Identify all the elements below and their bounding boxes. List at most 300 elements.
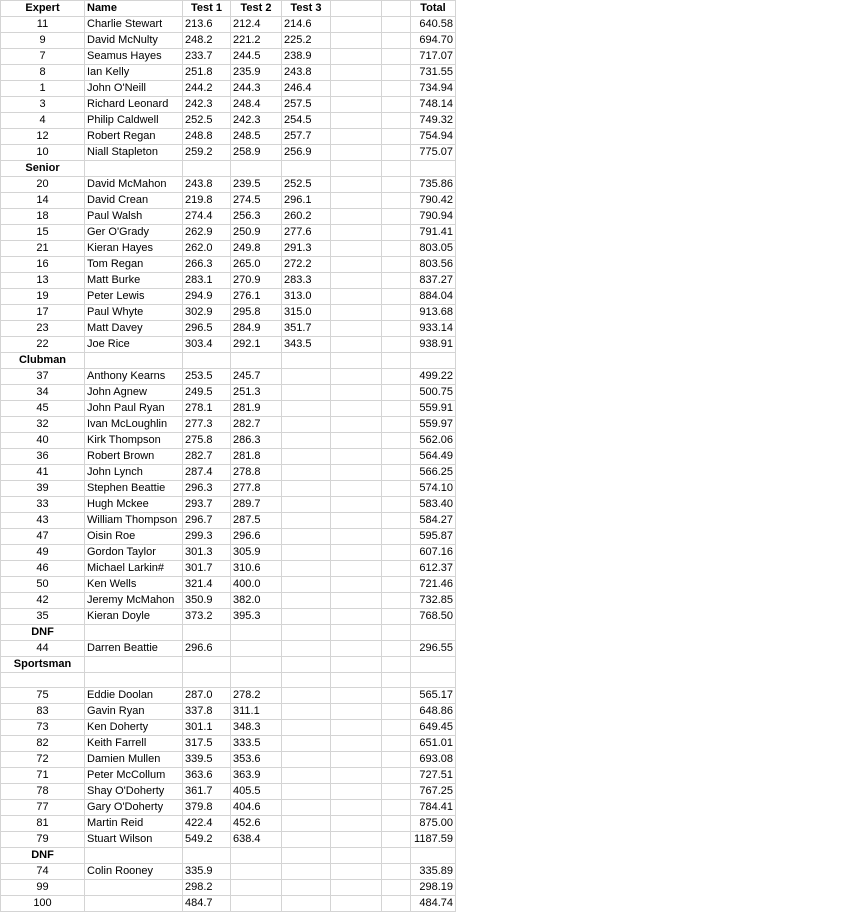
rider-name[interactable]: David McMahon	[85, 177, 183, 193]
rider-number[interactable]: 15	[1, 225, 85, 241]
test1-score[interactable]: 335.9	[183, 864, 231, 880]
rider-name[interactable]: Anthony Kearns	[85, 369, 183, 385]
test2-score[interactable]: 244.3	[231, 81, 282, 97]
empty-cell[interactable]	[331, 225, 382, 241]
rider-number[interactable]: 35	[1, 609, 85, 625]
empty-cell[interactable]	[331, 257, 382, 273]
test3-score[interactable]	[282, 449, 331, 465]
empty-cell[interactable]	[331, 113, 382, 129]
empty-cell[interactable]	[331, 97, 382, 113]
header-test1[interactable]: Test 1	[183, 1, 231, 17]
test3-score[interactable]: 351.7	[282, 321, 331, 337]
test1-score[interactable]: 299.3	[183, 529, 231, 545]
rider-number[interactable]: 33	[1, 497, 85, 513]
test2-score[interactable]: 292.1	[231, 337, 282, 353]
empty-cell[interactable]	[382, 177, 411, 193]
rider-number[interactable]: 81	[1, 816, 85, 832]
empty-cell[interactable]	[382, 209, 411, 225]
test1-score[interactable]: 244.2	[183, 81, 231, 97]
rider-name[interactable]: Martin Reid	[85, 816, 183, 832]
empty-cell[interactable]	[331, 81, 382, 97]
test1-score[interactable]: 274.4	[183, 209, 231, 225]
empty-cell[interactable]	[331, 449, 382, 465]
test3-score[interactable]	[282, 481, 331, 497]
test3-score[interactable]: 315.0	[282, 305, 331, 321]
total-score[interactable]: 727.51	[411, 768, 456, 784]
empty-cell[interactable]	[411, 353, 456, 369]
test3-score[interactable]: 256.9	[282, 145, 331, 161]
empty-cell[interactable]	[411, 625, 456, 641]
empty-cell[interactable]	[331, 465, 382, 481]
rider-name[interactable]: Michael Larkin#	[85, 561, 183, 577]
empty-cell[interactable]	[382, 481, 411, 497]
empty-cell[interactable]	[382, 257, 411, 273]
total-score[interactable]: 565.17	[411, 688, 456, 704]
rider-number[interactable]: 12	[1, 129, 85, 145]
empty-cell[interactable]	[331, 593, 382, 609]
rider-number[interactable]: 22	[1, 337, 85, 353]
empty-cell[interactable]	[331, 864, 382, 880]
empty-cell[interactable]	[331, 752, 382, 768]
empty-cell[interactable]	[382, 752, 411, 768]
header-test3[interactable]: Test 3	[282, 1, 331, 17]
test1-score[interactable]: 301.1	[183, 720, 231, 736]
test1-score[interactable]: 262.9	[183, 225, 231, 241]
test1-score[interactable]: 296.5	[183, 321, 231, 337]
header-name[interactable]: Name	[85, 1, 183, 17]
test1-score[interactable]: 253.5	[183, 369, 231, 385]
rider-name[interactable]: John O'Neill	[85, 81, 183, 97]
empty-cell[interactable]	[331, 768, 382, 784]
rider-name[interactable]: Gary O'Doherty	[85, 800, 183, 816]
empty-cell[interactable]	[331, 816, 382, 832]
empty-cell[interactable]	[331, 609, 382, 625]
total-score[interactable]: 335.89	[411, 864, 456, 880]
test3-score[interactable]	[282, 816, 331, 832]
total-score[interactable]: 775.07	[411, 145, 456, 161]
rider-name[interactable]: Eddie Doolan	[85, 688, 183, 704]
empty-cell[interactable]	[382, 449, 411, 465]
total-score[interactable]: 296.55	[411, 641, 456, 657]
empty-cell[interactable]	[382, 768, 411, 784]
rider-name[interactable]: Shay O'Doherty	[85, 784, 183, 800]
section-label[interactable]: Clubman	[1, 353, 85, 369]
rider-number[interactable]: 11	[1, 17, 85, 33]
rider-name[interactable]: Hugh Mckee	[85, 497, 183, 513]
test3-score[interactable]: 277.6	[282, 225, 331, 241]
test3-score[interactable]	[282, 641, 331, 657]
total-score[interactable]: 500.75	[411, 385, 456, 401]
rider-number[interactable]: 1	[1, 81, 85, 97]
empty-cell[interactable]	[331, 641, 382, 657]
empty-cell[interactable]	[382, 321, 411, 337]
test3-score[interactable]	[282, 369, 331, 385]
rider-name[interactable]: Keith Farrell	[85, 736, 183, 752]
rider-name[interactable]: Matt Burke	[85, 273, 183, 289]
empty-cell[interactable]	[382, 33, 411, 49]
test3-score[interactable]: 243.8	[282, 65, 331, 81]
empty-cell[interactable]	[331, 784, 382, 800]
test3-score[interactable]	[282, 609, 331, 625]
rider-number[interactable]: 20	[1, 177, 85, 193]
empty-cell[interactable]	[331, 17, 382, 33]
empty-cell[interactable]	[231, 848, 282, 864]
test1-score[interactable]: 242.3	[183, 97, 231, 113]
rider-number[interactable]: 39	[1, 481, 85, 497]
rider-name[interactable]: John Lynch	[85, 465, 183, 481]
empty-cell[interactable]	[411, 657, 456, 673]
empty-cell[interactable]	[382, 225, 411, 241]
header-expert[interactable]: Expert	[1, 1, 85, 17]
empty-cell[interactable]	[331, 704, 382, 720]
rider-number[interactable]: 10	[1, 145, 85, 161]
empty-cell[interactable]	[85, 657, 183, 673]
empty-cell[interactable]	[331, 497, 382, 513]
rider-name[interactable]: Peter McCollum	[85, 768, 183, 784]
empty-cell[interactable]	[331, 385, 382, 401]
empty-cell[interactable]	[85, 161, 183, 177]
total-score[interactable]: 784.41	[411, 800, 456, 816]
test2-score[interactable]: 353.6	[231, 752, 282, 768]
total-score[interactable]: 559.91	[411, 401, 456, 417]
rider-name[interactable]: Richard Leonard	[85, 97, 183, 113]
empty-cell[interactable]	[331, 273, 382, 289]
rider-name[interactable]: Robert Regan	[85, 129, 183, 145]
test2-score[interactable]	[231, 641, 282, 657]
total-score[interactable]: 584.27	[411, 513, 456, 529]
empty-cell[interactable]	[382, 385, 411, 401]
rider-number[interactable]: 100	[1, 896, 85, 912]
empty-cell[interactable]	[331, 65, 382, 81]
empty-cell[interactable]	[183, 657, 231, 673]
total-score[interactable]: 607.16	[411, 545, 456, 561]
test3-score[interactable]	[282, 688, 331, 704]
empty-cell[interactable]	[331, 33, 382, 49]
rider-name[interactable]: Ivan McLoughlin	[85, 417, 183, 433]
empty-cell[interactable]	[382, 129, 411, 145]
total-score[interactable]: 499.22	[411, 369, 456, 385]
test2-score[interactable]: 400.0	[231, 577, 282, 593]
test2-score[interactable]: 405.5	[231, 784, 282, 800]
rider-name[interactable]: Charlie Stewart	[85, 17, 183, 33]
test2-score[interactable]: 281.8	[231, 449, 282, 465]
total-score[interactable]: 1187.59	[411, 832, 456, 848]
total-score[interactable]: 640.58	[411, 17, 456, 33]
empty-cell[interactable]	[382, 353, 411, 369]
test2-score[interactable]: 251.3	[231, 385, 282, 401]
total-score[interactable]: 566.25	[411, 465, 456, 481]
test3-score[interactable]: 252.5	[282, 177, 331, 193]
rider-name[interactable]: Darren Beattie	[85, 641, 183, 657]
total-score[interactable]: 648.86	[411, 704, 456, 720]
test1-score[interactable]: 275.8	[183, 433, 231, 449]
empty-cell[interactable]	[331, 513, 382, 529]
rider-name[interactable]: Niall Stapleton	[85, 145, 183, 161]
rider-name[interactable]: Ken Doherty	[85, 720, 183, 736]
total-score[interactable]: 875.00	[411, 816, 456, 832]
test2-score[interactable]: 244.5	[231, 49, 282, 65]
empty-cell[interactable]	[382, 896, 411, 912]
rider-name[interactable]: Colin Rooney	[85, 864, 183, 880]
rider-number[interactable]: 42	[1, 593, 85, 609]
total-score[interactable]: 735.86	[411, 177, 456, 193]
empty-cell[interactable]	[282, 161, 331, 177]
rider-name[interactable]: Tom Regan	[85, 257, 183, 273]
rider-number[interactable]: 41	[1, 465, 85, 481]
empty-cell[interactable]	[85, 848, 183, 864]
test1-score[interactable]: 363.6	[183, 768, 231, 784]
empty-cell[interactable]	[331, 832, 382, 848]
test2-score[interactable]: 284.9	[231, 321, 282, 337]
rider-number[interactable]: 46	[1, 561, 85, 577]
test3-score[interactable]	[282, 768, 331, 784]
test1-score[interactable]: 248.8	[183, 129, 231, 145]
empty-cell[interactable]	[382, 720, 411, 736]
empty-cell[interactable]	[1, 673, 85, 688]
rider-number[interactable]: 14	[1, 193, 85, 209]
test3-score[interactable]: 257.7	[282, 129, 331, 145]
total-score[interactable]: 595.87	[411, 529, 456, 545]
test2-score[interactable]: 305.9	[231, 545, 282, 561]
total-score[interactable]: 748.14	[411, 97, 456, 113]
test2-score[interactable]: 212.4	[231, 17, 282, 33]
rider-number[interactable]: 77	[1, 800, 85, 816]
total-score[interactable]: 564.49	[411, 449, 456, 465]
total-score[interactable]: 721.46	[411, 577, 456, 593]
test3-score[interactable]: 238.9	[282, 49, 331, 65]
test2-score[interactable]: 281.9	[231, 401, 282, 417]
rider-name[interactable]: Joe Rice	[85, 337, 183, 353]
rider-number[interactable]: 43	[1, 513, 85, 529]
total-score[interactable]: 298.19	[411, 880, 456, 896]
test1-score[interactable]: 296.7	[183, 513, 231, 529]
empty-cell[interactable]	[382, 704, 411, 720]
section-label[interactable]: Sportsman	[1, 657, 85, 673]
test2-score[interactable]: 248.5	[231, 129, 282, 145]
empty-cell[interactable]	[382, 401, 411, 417]
rider-number[interactable]: 36	[1, 449, 85, 465]
rider-number[interactable]: 83	[1, 704, 85, 720]
test1-score[interactable]: 251.8	[183, 65, 231, 81]
rider-number[interactable]: 32	[1, 417, 85, 433]
test3-score[interactable]: 225.2	[282, 33, 331, 49]
test2-score[interactable]: 250.9	[231, 225, 282, 241]
rider-number[interactable]: 4	[1, 113, 85, 129]
rider-name[interactable]: Matt Davey	[85, 321, 183, 337]
test1-score[interactable]: 248.2	[183, 33, 231, 49]
test1-score[interactable]: 301.3	[183, 545, 231, 561]
total-score[interactable]: 913.68	[411, 305, 456, 321]
test2-score[interactable]: 287.5	[231, 513, 282, 529]
test1-score[interactable]: 339.5	[183, 752, 231, 768]
test1-score[interactable]: 302.9	[183, 305, 231, 321]
total-score[interactable]: 562.06	[411, 433, 456, 449]
empty-cell[interactable]	[282, 625, 331, 641]
test2-score[interactable]: 638.4	[231, 832, 282, 848]
total-score[interactable]: 649.45	[411, 720, 456, 736]
test3-score[interactable]	[282, 529, 331, 545]
empty-cell[interactable]	[331, 193, 382, 209]
empty-cell[interactable]	[382, 561, 411, 577]
empty-cell[interactable]	[382, 545, 411, 561]
test2-score[interactable]: 348.3	[231, 720, 282, 736]
test3-score[interactable]	[282, 800, 331, 816]
rider-name[interactable]: Ger O'Grady	[85, 225, 183, 241]
test3-score[interactable]: 214.6	[282, 17, 331, 33]
empty-cell[interactable]	[85, 353, 183, 369]
test2-score[interactable]	[231, 896, 282, 912]
empty-cell[interactable]	[331, 720, 382, 736]
empty-cell[interactable]	[331, 529, 382, 545]
test1-score[interactable]: 287.4	[183, 465, 231, 481]
empty-cell[interactable]	[382, 145, 411, 161]
rider-name[interactable]: Kieran Doyle	[85, 609, 183, 625]
empty-cell[interactable]	[331, 880, 382, 896]
test2-score[interactable]: 270.9	[231, 273, 282, 289]
rider-number[interactable]: 72	[1, 752, 85, 768]
empty-cell[interactable]	[282, 353, 331, 369]
empty-cell[interactable]	[382, 880, 411, 896]
empty-cell[interactable]	[382, 513, 411, 529]
empty-cell[interactable]	[331, 417, 382, 433]
empty-cell[interactable]	[183, 673, 231, 688]
test2-score[interactable]: 249.8	[231, 241, 282, 257]
empty-cell[interactable]	[331, 353, 382, 369]
empty-cell[interactable]	[183, 625, 231, 641]
rider-name[interactable]: Gordon Taylor	[85, 545, 183, 561]
test1-score[interactable]: 283.1	[183, 273, 231, 289]
rider-name[interactable]: Ken Wells	[85, 577, 183, 593]
test3-score[interactable]: 296.1	[282, 193, 331, 209]
empty-cell[interactable]	[382, 465, 411, 481]
header-test2[interactable]: Test 2	[231, 1, 282, 17]
rider-name[interactable]: Damien Mullen	[85, 752, 183, 768]
test1-score[interactable]: 249.5	[183, 385, 231, 401]
empty-cell[interactable]	[382, 369, 411, 385]
rider-number[interactable]: 99	[1, 880, 85, 896]
empty-cell[interactable]	[331, 337, 382, 353]
test2-score[interactable]: 239.5	[231, 177, 282, 193]
empty-cell[interactable]	[382, 17, 411, 33]
test2-score[interactable]: 286.3	[231, 433, 282, 449]
empty-cell[interactable]	[382, 657, 411, 673]
rider-name[interactable]: Paul Whyte	[85, 305, 183, 321]
empty-cell[interactable]	[411, 161, 456, 177]
test3-score[interactable]	[282, 561, 331, 577]
test3-score[interactable]	[282, 401, 331, 417]
test3-score[interactable]	[282, 784, 331, 800]
test3-score[interactable]	[282, 417, 331, 433]
test1-score[interactable]: 301.7	[183, 561, 231, 577]
empty-cell[interactable]	[382, 81, 411, 97]
test2-score[interactable]: 221.2	[231, 33, 282, 49]
empty-cell[interactable]	[382, 65, 411, 81]
rider-name[interactable]: Jeremy McMahon	[85, 593, 183, 609]
test1-score[interactable]: 287.0	[183, 688, 231, 704]
test1-score[interactable]: 303.4	[183, 337, 231, 353]
test3-score[interactable]	[282, 465, 331, 481]
rider-number[interactable]: 23	[1, 321, 85, 337]
empty-cell[interactable]	[331, 848, 382, 864]
empty-cell[interactable]	[331, 800, 382, 816]
empty-cell[interactable]	[382, 625, 411, 641]
rider-number[interactable]: 40	[1, 433, 85, 449]
test2-score[interactable]: 289.7	[231, 497, 282, 513]
empty-cell[interactable]	[183, 161, 231, 177]
empty-cell[interactable]	[282, 657, 331, 673]
rider-number[interactable]: 75	[1, 688, 85, 704]
rider-number[interactable]: 47	[1, 529, 85, 545]
test2-score[interactable]: 242.3	[231, 113, 282, 129]
test3-score[interactable]	[282, 832, 331, 848]
test2-score[interactable]: 248.4	[231, 97, 282, 113]
empty-cell[interactable]	[282, 673, 331, 688]
test3-score[interactable]: 254.5	[282, 113, 331, 129]
test2-score[interactable]: 256.3	[231, 209, 282, 225]
total-score[interactable]: 790.94	[411, 209, 456, 225]
test3-score[interactable]	[282, 513, 331, 529]
test1-score[interactable]: 296.6	[183, 641, 231, 657]
rider-name[interactable]: Ian Kelly	[85, 65, 183, 81]
empty-cell[interactable]	[382, 337, 411, 353]
empty-cell[interactable]	[183, 848, 231, 864]
empty-cell[interactable]	[382, 832, 411, 848]
test1-score[interactable]: 213.6	[183, 17, 231, 33]
test3-score[interactable]	[282, 593, 331, 609]
total-score[interactable]: 768.50	[411, 609, 456, 625]
empty-cell[interactable]	[231, 673, 282, 688]
test1-score[interactable]: 277.3	[183, 417, 231, 433]
test2-score[interactable]: 276.1	[231, 289, 282, 305]
test2-score[interactable]: 333.5	[231, 736, 282, 752]
test1-score[interactable]: 296.3	[183, 481, 231, 497]
rider-name[interactable]	[85, 880, 183, 896]
total-score[interactable]: 717.07	[411, 49, 456, 65]
empty-cell[interactable]	[382, 49, 411, 65]
total-score[interactable]: 651.01	[411, 736, 456, 752]
total-score[interactable]: 731.55	[411, 65, 456, 81]
empty-cell[interactable]	[382, 433, 411, 449]
empty-cell[interactable]	[331, 305, 382, 321]
test2-score[interactable]: 295.8	[231, 305, 282, 321]
total-score[interactable]: 484.74	[411, 896, 456, 912]
test1-score[interactable]: 298.2	[183, 880, 231, 896]
rider-number[interactable]: 74	[1, 864, 85, 880]
empty-cell[interactable]	[231, 161, 282, 177]
empty-cell[interactable]	[382, 1, 411, 17]
test2-score[interactable]	[231, 864, 282, 880]
rider-number[interactable]: 79	[1, 832, 85, 848]
test3-score[interactable]	[282, 545, 331, 561]
empty-cell[interactable]	[331, 161, 382, 177]
rider-number[interactable]: 44	[1, 641, 85, 657]
empty-cell[interactable]	[331, 625, 382, 641]
empty-cell[interactable]	[331, 673, 382, 688]
empty-cell[interactable]	[85, 673, 183, 688]
test3-score[interactable]	[282, 385, 331, 401]
total-score[interactable]: 732.85	[411, 593, 456, 609]
rider-number[interactable]: 3	[1, 97, 85, 113]
rider-name[interactable]: Peter Lewis	[85, 289, 183, 305]
total-score[interactable]: 884.04	[411, 289, 456, 305]
rider-number[interactable]: 34	[1, 385, 85, 401]
rider-number[interactable]: 21	[1, 241, 85, 257]
empty-cell[interactable]	[382, 113, 411, 129]
empty-cell[interactable]	[382, 97, 411, 113]
test1-score[interactable]: 361.7	[183, 784, 231, 800]
test1-score[interactable]: 233.7	[183, 49, 231, 65]
total-score[interactable]: 837.27	[411, 273, 456, 289]
